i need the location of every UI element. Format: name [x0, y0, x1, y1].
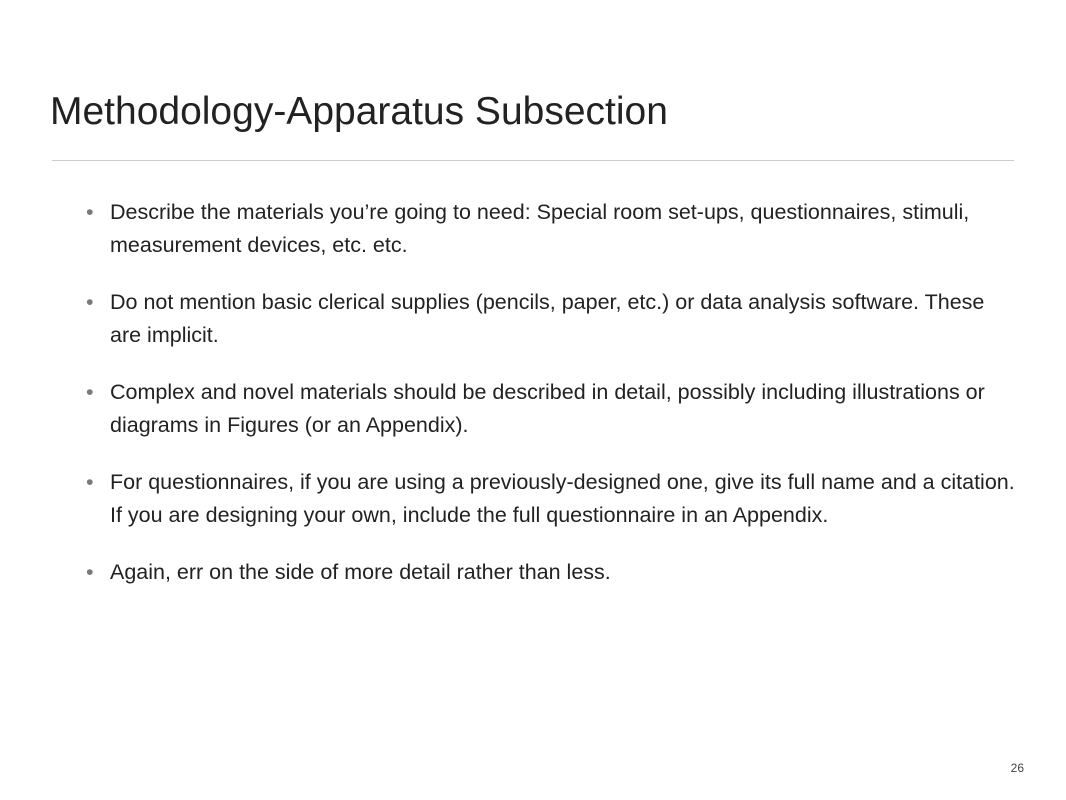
bullet-item [86, 556, 1016, 589]
bullet-list [86, 196, 1016, 613]
bullet-item [86, 376, 1016, 442]
bullet-icon: • [86, 380, 94, 404]
bullet-text: For questionnaires, if you are using a previously-designed one, give its full name and a citation. If you are designing your own, include the full questionnaire in an Appendix. [110, 470, 1015, 527]
bullet-icon: • [86, 560, 94, 584]
bullet-item [86, 196, 1016, 262]
title-divider [52, 160, 1014, 161]
slide-title: Methodology-Apparatus Subsection [50, 90, 668, 133]
bullet-icon: • [86, 200, 94, 224]
bullet-icon: • [86, 290, 94, 314]
bullet-item [86, 466, 1016, 532]
bullet-text: Describe the materials you’re going to need: Special room set-ups, questionnaires, stimuli, measurement devices, etc. etc. [110, 200, 970, 257]
page-number: 26 [1010, 761, 1024, 775]
bullet-icon: • [86, 470, 94, 494]
bullet-text: Do not mention basic clerical supplies (pencils, paper, etc.) or data analysis software. These are implicit. [110, 290, 985, 347]
bullet-text: Again, err on the side of more detail rather than less. [110, 560, 611, 584]
bullet-text: Complex and novel materials should be described in detail, possibly including illustrations or diagrams in Figures (or an Appendix). [110, 380, 985, 437]
bullet-item [86, 286, 1016, 352]
